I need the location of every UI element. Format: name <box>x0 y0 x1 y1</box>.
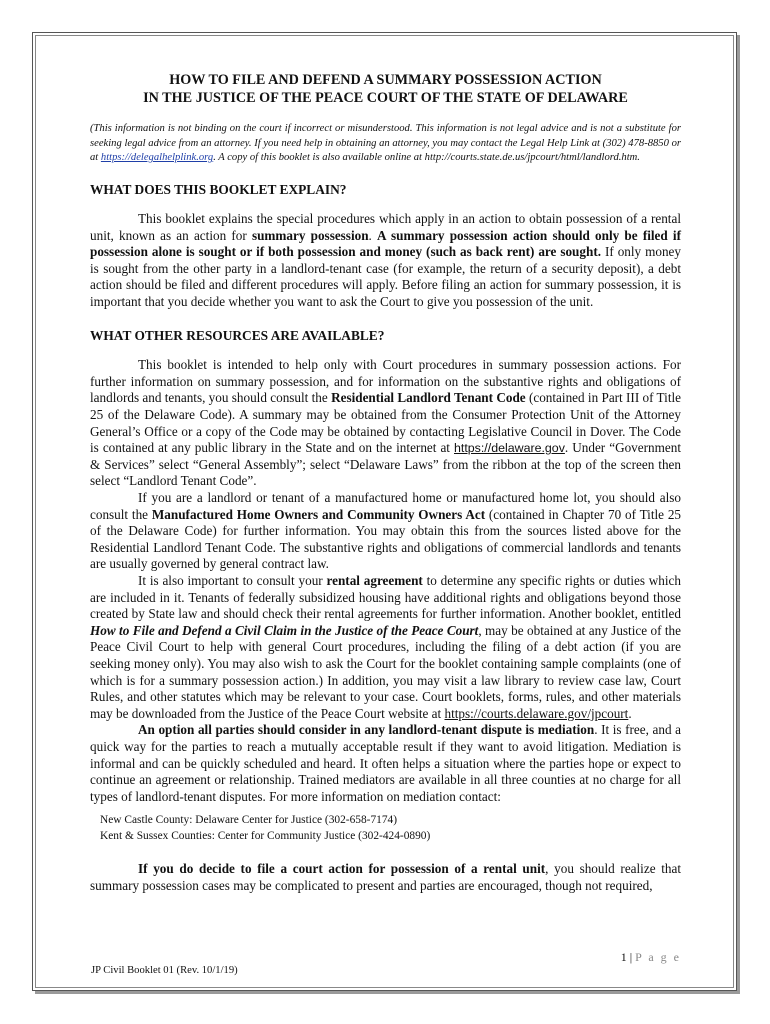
paragraph-mediation: An option all parties should consider in any landlord-tenant dispute is mediation. It is free, and a quick way for the parties to reach a mutually acceptable result if they want to avoid litigation. Mediation is informal and can be quickly scheduled and heard. It often helps a situation where the parties hope or expect to continue an agreement or relationship. Trained mediators are available in all three counties at no charge for all types of landlord-tenant disputes. For more information on mediation contact: <box>90 722 681 804</box>
jpcourt-website-link[interactable]: https://courts.delaware.gov/jpcourt <box>444 705 629 721</box>
contact-new-castle: New Castle County: Delaware Center for Justice (302-658-7174) <box>100 814 398 827</box>
paragraph-explain: This booklet explains the special procedures which apply in an action to obtain possession of a rental unit, known as an action for summary possession. A summary possession action should only be filed if possession alone is sought or if both possession and money (such as back rent) are sought. If only money is sought from the other party in a landlord-tenant case (for example, the return of a security deposit), a debt action should be filed and different procedures will apply. Before filing an action for summary possession, it is important that you decide whether you want to ask the Court to give you possession of the unit. <box>90 211 681 310</box>
document-title: HOW TO FILE AND DEFEND A SUMMARY POSSESSION ACTION IN THE JUSTICE OF THE PEACE COURT OF THE STATE OF DELAWARE <box>143 72 628 106</box>
page-number: 1 | P a g e <box>620 950 681 964</box>
legal-help-link[interactable]: https://delegalhelplink.org <box>100 152 214 163</box>
paragraph-resources-1: This booklet is intended to help only with Court procedures in summary possession actions. For further information on summary possession, and for information on the substantive rights and obligations of landlords and tenants, you should consult the Residential Landlord Tenant Code (contained in Part III of Title 25 of the Delaware Code). A summary may be obtained from the Consumer Protection Unit of the Attorney General’s Office or a copy of the Code may be obtained by contacting Legislative Council in Dover. The Code is contained at any public library in the State and on the internet at https://delaware.gov. Under “Government & Services” select “General Assembly”; select “Delaware Laws” from the ribbon at the top of the screen then select “Landlord Tenant Code”. <box>90 357 681 489</box>
section-heading-resources: WHAT OTHER RESOURCES ARE AVAILABLE? <box>90 327 385 343</box>
mediation-contacts <box>100 813 681 844</box>
disclaimer: (This information is not binding on the court if incorrect or misunderstood. This information is not legal advice and is not a substitute for seeking legal advice from an attorney. If you need help in obtaining an attorney, you may contact the Legal Help Link at (302) 478-8850 or at https://delegalhelplink.org. A copy of this booklet is also available online at http://courts.state.de.us/jpcourt/html/landlord.htm. <box>90 123 681 163</box>
section-heading-explain: WHAT DOES THIS BOOKLET EXPLAIN? <box>90 181 347 197</box>
paragraph-resources-2: If you are a landlord or tenant of a manufactured home or manufactured home lot, you should also consult the Manufactured Home Owners and Community Owners Act (contained in Chapter 70 of Title 25 of the Delaware Code) for further information. You may obtain this from the sources listed above for the Residential Landlord Tenant Code. The substantive rights and obligations of commercial landlords and tenants are usually governed by general contract law. <box>90 490 682 572</box>
paragraph-resources-3: It is also important to consult your rental agreement to determine any specific rights or duties which are included in it. Tenants of federally subsidized housing have additional rights and obligations beyond those created by State law and should check their rental agreements for further information. Another booklet, entitled How to File and Defend a Civil Claim in the Justice of the Peace Court, may be obtained at any Justice of the Peace Civil Court to help with general Court procedures, including the filing of a debt action (if you are seeking money only). You may also wish to ask the Court for the booklet containing sample complaints (one of which is for a summary possession action.) In addition, you may visit a law library to review case law, Court Rules, and other statutes which may be relevant to your case. Court booklets, forms, rules, and other materials may be downloaded from the Justice of the Peace Court website at https://courts.delaware.gov/jpcourt. <box>90 572 681 721</box>
delaware-gov-link[interactable]: https://delaware.gov <box>454 441 565 456</box>
document-body <box>90 72 681 894</box>
footer-revision: JP Civil Booklet 01 (Rev. 10/1/19) <box>91 965 238 976</box>
contact-kent-sussex: Kent & Sussex Counties: Center for Community Justice (302-424-0890) <box>100 829 431 842</box>
paragraph-final: If you do decide to file a court action for possession of a rental unit, you should realize that summary possession cases may be complicated to present and parties are encouraged, though not required, <box>90 861 682 893</box>
